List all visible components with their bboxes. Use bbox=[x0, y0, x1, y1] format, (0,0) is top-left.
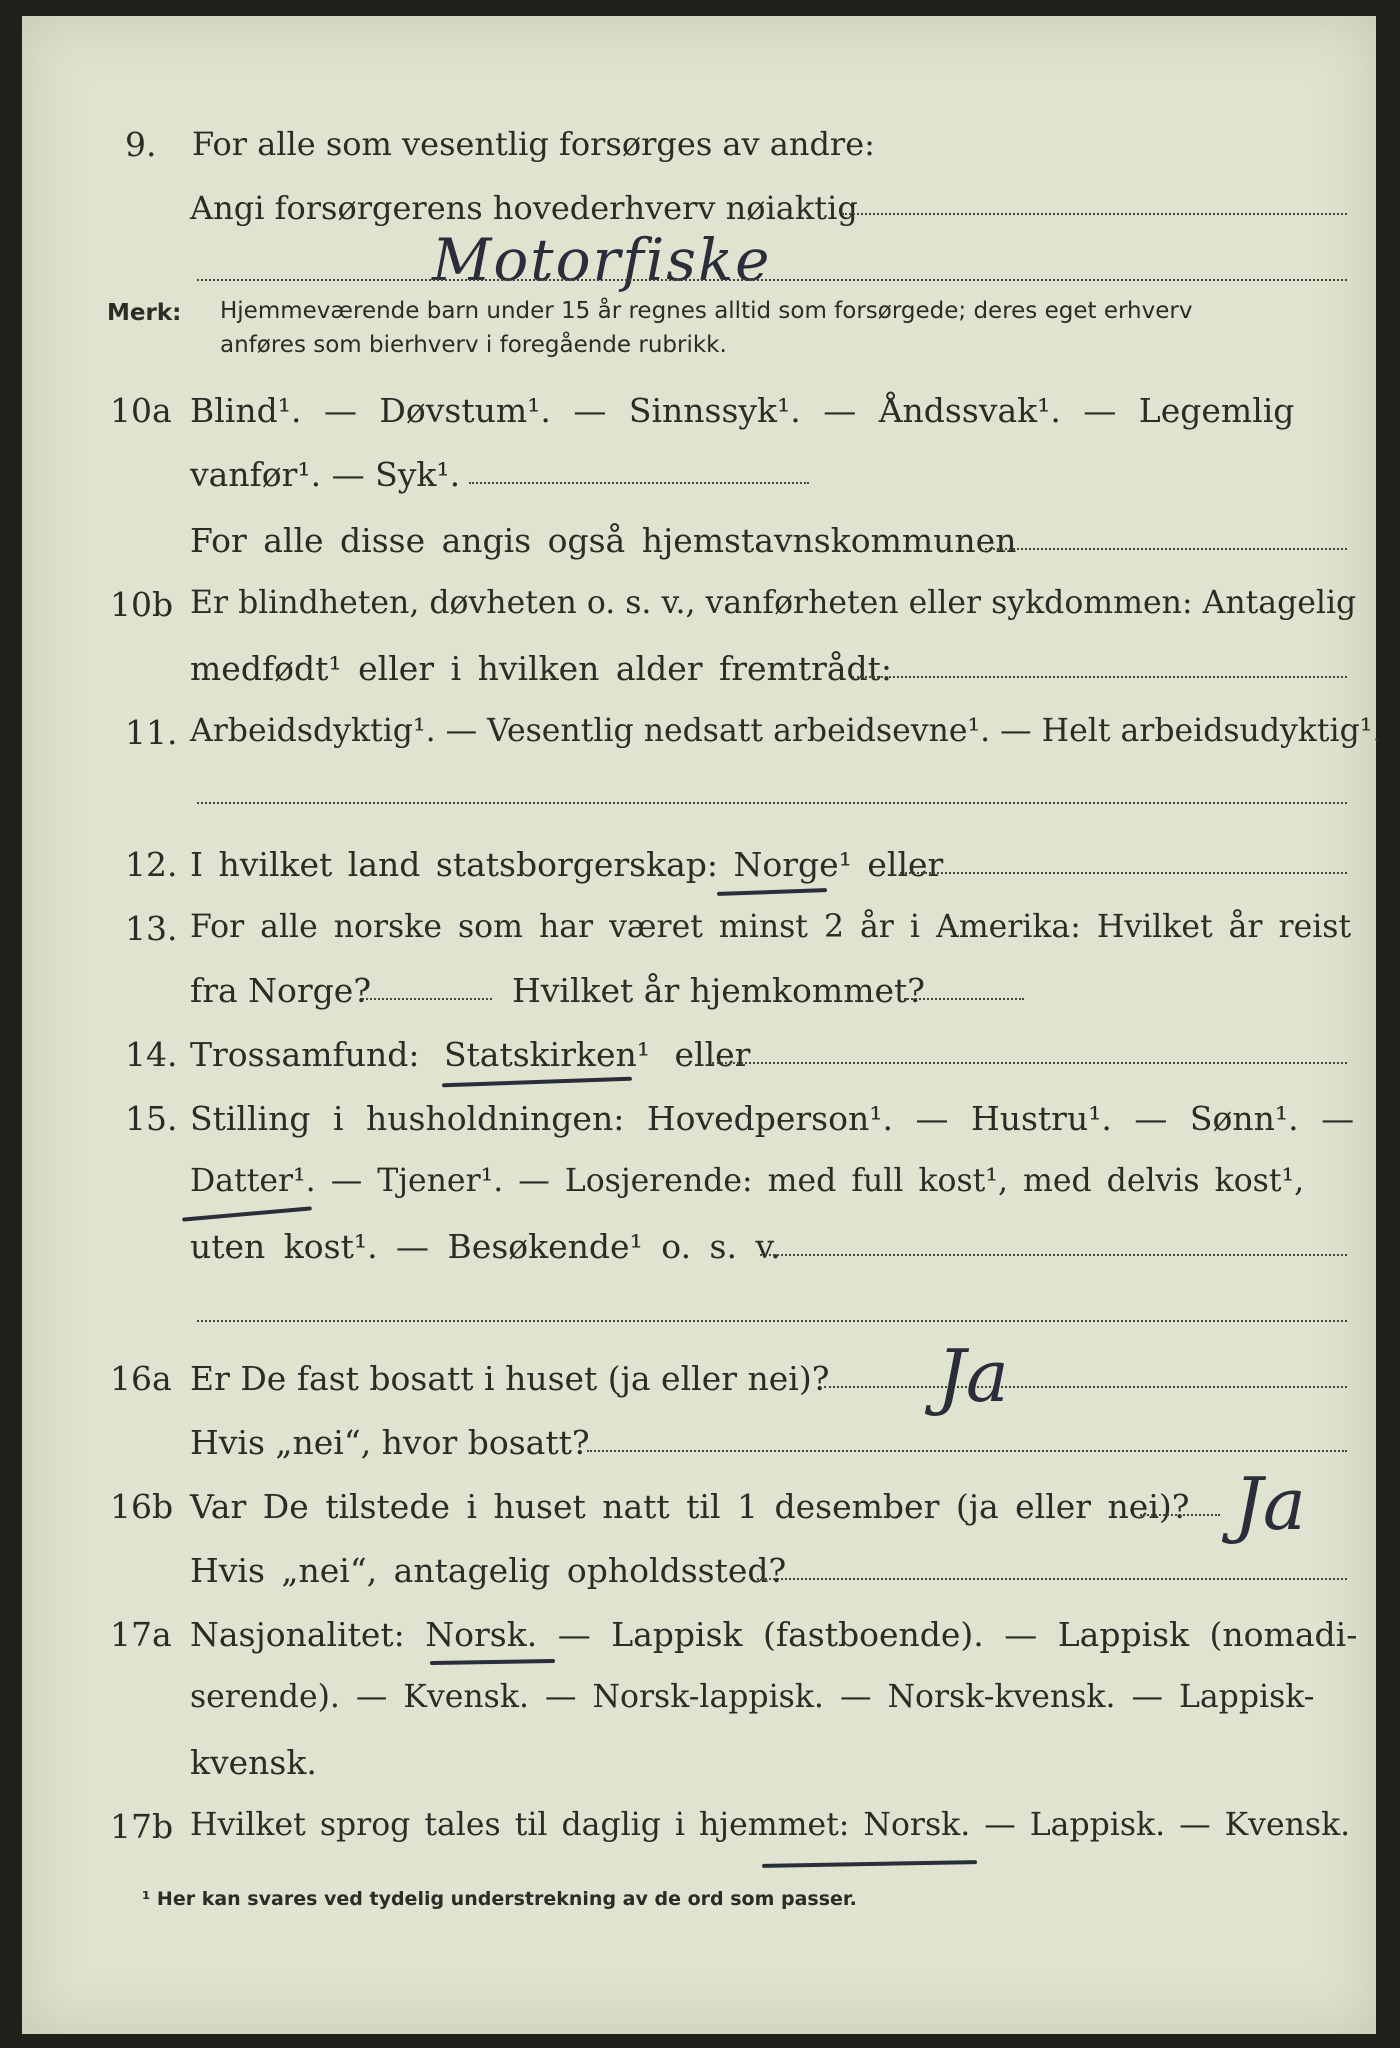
q17a-line1: Nasjonalitet: Norsk. — Lappisk (fastboende). — Lappisk (nomadi- bbox=[190, 1615, 1358, 1654]
q10a-number: 10a bbox=[110, 391, 172, 430]
q12-dots bbox=[900, 872, 1347, 874]
q9-answer-dots-1 bbox=[842, 213, 1347, 215]
q16a-handwritten-answer: Ja bbox=[937, 1334, 1009, 1418]
q13-dots-1 bbox=[362, 998, 492, 1000]
q9-line1: For alle som vesentlig forsørges av andre: bbox=[192, 125, 875, 163]
q10b-dots bbox=[852, 676, 1347, 678]
merk-line1: Hjemmeværende barn under 15 år regnes alltid som forsørgede; deres eget erhverv bbox=[220, 298, 1193, 324]
q17a-norsk-underline bbox=[430, 1659, 555, 1665]
q12-number: 12. bbox=[125, 845, 178, 884]
q16b-dots-2 bbox=[757, 1578, 1347, 1580]
q9-handwritten-answer: Motorfiske bbox=[432, 226, 772, 294]
census-form-page bbox=[22, 16, 1383, 2034]
q10b-number: 10b bbox=[110, 585, 174, 624]
q17a-line3: kvensk. bbox=[190, 1743, 317, 1782]
q12-line1: I hvilket land statsborgerskap: Norge¹ eller bbox=[190, 845, 944, 884]
q16b-dots-1 bbox=[1140, 1514, 1220, 1516]
q10b-line2: medfødt¹ eller i hvilken alder fremtrådt: bbox=[190, 649, 893, 688]
q14-dots bbox=[712, 1062, 1347, 1064]
q15-line2: Datter¹. — Tjener¹. — Losjerende: med full kost¹, med delvis kost¹, bbox=[190, 1163, 1305, 1199]
q9-line2: Angi forsørgerens hovederhverv nøiaktig bbox=[190, 189, 858, 227]
q16b-handwritten-answer: Ja bbox=[1234, 1462, 1306, 1546]
q16a-number: 16a bbox=[110, 1359, 172, 1398]
q13-line2b: Hvilket år hjemkommet? bbox=[512, 971, 925, 1010]
q15-line1: Stilling i husholdningen: Hovedperson¹. — Hustru¹. — Sønn¹. — bbox=[190, 1099, 1355, 1138]
q16a-dots-2 bbox=[587, 1450, 1347, 1452]
q11-number: 11. bbox=[125, 713, 178, 752]
q15-line3: uten kost¹. — Besøkende¹ o. s. v. bbox=[190, 1227, 781, 1266]
q16b-line1: Var De tilstede i huset natt til 1 desember (ja eller nei)? bbox=[190, 1487, 1190, 1526]
q16a-line1: Er De fast bosatt i huset (ja eller nei)? bbox=[190, 1359, 830, 1398]
q17b-number: 17b bbox=[110, 1807, 174, 1846]
q13-line2a: fra Norge? bbox=[190, 971, 372, 1010]
q13-line1: For alle norske som har været minst 2 år i Amerika: Hvilket år reist bbox=[190, 909, 1352, 945]
q17b-line1: Hvilket sprog tales til daglig i hjemmet: Norsk. — Lappisk. — Kvensk. bbox=[190, 1807, 1351, 1843]
q9-number: 9. bbox=[125, 125, 157, 164]
merk-line2: anføres som bierhverv i foregående rubrikk. bbox=[220, 332, 727, 358]
q10a-dots-1 bbox=[469, 482, 809, 484]
q15-datter-underline bbox=[182, 1206, 312, 1221]
q11-dots bbox=[197, 802, 1347, 804]
q11-line1: Arbeidsdyktig¹. — Vesentlig nedsatt arbeidsevne¹. — Helt arbeidsudyktig¹. bbox=[190, 713, 1383, 749]
q14-number: 14. bbox=[125, 1035, 178, 1074]
q16b-line2: Hvis „nei“, antagelig opholdssted? bbox=[190, 1551, 787, 1590]
q13-number: 13. bbox=[125, 909, 178, 948]
q10a-line1: Blind¹. — Døvstum¹. — Sinnssyk¹. — Åndssvak¹. — Legemlig bbox=[190, 391, 1295, 430]
q15-dots-1 bbox=[760, 1254, 1347, 1256]
q13-dots-2 bbox=[904, 998, 1024, 1000]
q10a-dots-2 bbox=[985, 548, 1347, 550]
merk-label: Merk: bbox=[107, 300, 182, 326]
q10a-line3: For alle disse angis også hjemstavnskommunen bbox=[190, 521, 1017, 560]
footnote: ¹ Her kan svares ved tydelig understrekning av de ord som passer. bbox=[142, 1888, 857, 1910]
q17a-number: 17a bbox=[110, 1615, 172, 1654]
q16a-line2: Hvis „nei“, hvor bosatt? bbox=[190, 1423, 590, 1462]
q14-statskirken-underline bbox=[442, 1077, 632, 1088]
q15-number: 15. bbox=[125, 1099, 178, 1138]
q14-line1: Trossamfund: Statskirken¹ eller bbox=[190, 1035, 751, 1074]
q12-norge-underline bbox=[717, 888, 827, 896]
q16a-dots-1 bbox=[824, 1386, 1347, 1388]
q17b-norsk-underline bbox=[762, 1860, 977, 1868]
q16b-number: 16b bbox=[110, 1487, 174, 1526]
q10b-line1: Er blindheten, døvheten o. s. v., vanførheten eller sykdommen: Antagelig bbox=[190, 585, 1357, 621]
q17a-line2: serende). — Kvensk. — Norsk-lappisk. — Norsk-kvensk. — Lappisk- bbox=[190, 1679, 1315, 1715]
q10a-line2: vanfør¹. — Syk¹. bbox=[190, 455, 461, 494]
q15-dots-2 bbox=[197, 1320, 1347, 1322]
q9-answer-dots-2 bbox=[197, 279, 1347, 281]
